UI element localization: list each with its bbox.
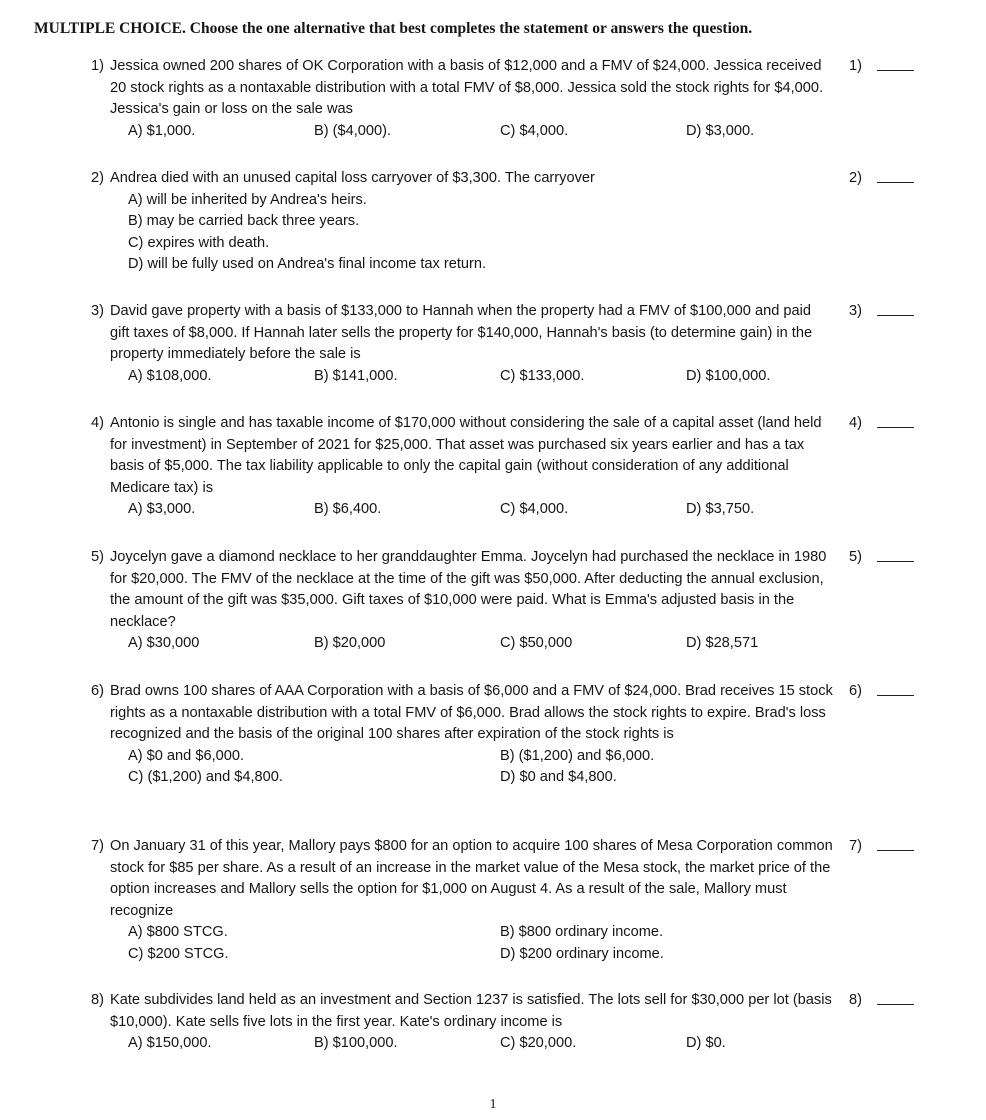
option-b: B) $20,000 — [314, 635, 386, 651]
answer-blank[interactable] — [877, 836, 914, 851]
question-number: 8) — [91, 992, 104, 1008]
option-a: A) $3,000. — [128, 501, 196, 517]
answer-blank[interactable] — [877, 413, 914, 428]
option-b: B) may be carried back three years. — [128, 213, 360, 229]
option-a: A) $150,000. — [128, 1035, 212, 1051]
option-a: A) $30,000 — [128, 635, 200, 651]
option-c: C) ($1,200) and $4,800. — [128, 769, 283, 785]
option-d: D) $0. — [686, 1035, 726, 1051]
answer-number: 3) — [849, 303, 862, 319]
answer-blank[interactable] — [877, 990, 914, 1005]
question-3 — [91, 301, 951, 387]
question-text: David gave property with a basis of $133,000 to Hannah when the property had a FMV of $100,000 and paid gift taxes of $8,000. If Hannah later sells the property for $140,000, Hannah's basis (to determine gain) in the property immediately before the sale is — [110, 303, 813, 362]
option-c: C) $4,000. — [500, 501, 569, 517]
question-number: 5) — [91, 549, 104, 565]
option-c: C) $200 STCG. — [128, 945, 229, 962]
answer-blank[interactable] — [877, 547, 914, 562]
question-8 — [91, 990, 951, 1055]
option-d: D) $200 ordinary income. — [500, 945, 664, 962]
question-number: 3) — [91, 303, 104, 319]
option-d: D) $3,750. — [686, 501, 755, 517]
option-a: A) $800 STCG. — [128, 924, 228, 940]
option-c: C) $133,000. — [500, 367, 585, 384]
question-1 — [91, 56, 951, 142]
option-c: C) expires with death. — [128, 234, 270, 251]
option-a: A) will be inherited by Andrea's heirs. — [128, 191, 367, 208]
question-7 — [91, 836, 951, 965]
option-b: B) $100,000. — [314, 1035, 398, 1051]
option-d: D) $3,000. — [686, 122, 755, 139]
option-b: B) ($4,000). — [314, 122, 392, 139]
answer-blank[interactable] — [877, 168, 914, 183]
page-number: 1 — [489, 1097, 497, 1112]
answer-number: 8) — [849, 992, 862, 1008]
answer-slot — [849, 681, 955, 703]
option-b: B) ($1,200) and $6,000. — [500, 747, 655, 764]
answer-blank[interactable] — [877, 56, 914, 71]
option-d: D) $100,000. — [686, 367, 771, 384]
question-text: Brad owns 100 shares of AAA Corporation with a basis of $6,000 and a FMV of $24,000. Brad receives 15 stock rights as a nontaxable distribution with a total FMV of $6,000. Brad allows the stock rights to expire. Brad's loss recognized and the basis of the original 100 shares after expiration of the stock rights is — [110, 683, 833, 742]
question-6 — [91, 681, 951, 789]
option-d: D) will be fully used on Andrea's final income tax return. — [128, 256, 487, 272]
answer-blank[interactable] — [877, 301, 914, 316]
option-d: D) $0 and $4,800. — [500, 769, 617, 785]
answer-slot — [849, 413, 955, 435]
answer-number: 7) — [849, 838, 862, 854]
option-a: A) $0 and $6,000. — [128, 747, 245, 764]
question-number: 6) — [91, 683, 104, 699]
answer-blank[interactable] — [877, 681, 914, 696]
question-4 — [91, 413, 951, 521]
answer-slot — [849, 168, 955, 190]
answer-slot — [849, 56, 955, 78]
option-c: C) $4,000. — [500, 122, 569, 139]
option-c: C) $50,000 — [500, 635, 573, 651]
section-header: MULTIPLE CHOICE. Choose the one alternative that best completes the statement or answers the question. — [34, 20, 753, 37]
question-text: Jessica owned 200 shares of OK Corporation with a basis of $12,000 and a FMV of $24,000. Jessica received 20 stock rights as a nontaxable distribution with a total FMV of $8,000. Jessica sold the stock rights for $4,000. Jessica's gain or loss on the sale was — [110, 58, 824, 117]
option-b: B) $6,400. — [314, 501, 382, 517]
answer-slot — [849, 301, 955, 323]
option-b: B) $141,000. — [314, 367, 398, 384]
question-number: 1) — [91, 58, 104, 74]
answer-number: 2) — [849, 170, 862, 186]
answer-slot — [849, 547, 955, 569]
answer-number: 6) — [849, 683, 862, 699]
answer-slot — [849, 836, 955, 858]
option-a: A) $108,000. — [128, 367, 212, 384]
option-a: A) $1,000. — [128, 122, 196, 139]
question-text: Joycelyn gave a diamond necklace to her granddaughter Emma. Joycelyn had purchased the necklace in 1980 for $20,000. The FMV of the necklace at the time of the gift was $50,000. After deducting the annual exclusion, the amount of the gift was $35,000. Gift taxes of $10,000 were paid. What is Emma's adjusted basis in the necklace? — [110, 549, 827, 630]
question-number: 7) — [91, 838, 104, 854]
question-text: Antonio is single and has taxable income of $170,000 without considering the sale of a capital asset (land held for investment) in September of 2021 for $25,000. That asset was purchased six years earlier and has a tax basis of $5,000. The tax liability applicable to only the capital gain (without consideration of any additional Medicare tax) is — [110, 415, 822, 496]
question-text: Kate subdivides land held as an investment and Section 1237 is satisfied. The lots sell for $30,000 per lot (basis $10,000). Kate sells five lots in the first year. Kate's ordinary income is — [110, 992, 832, 1030]
option-b: B) $800 ordinary income. — [500, 924, 664, 940]
option-c: C) $20,000. — [500, 1035, 577, 1051]
question-text: Andrea died with an unused capital loss carryover of $3,300. The carryover — [110, 170, 595, 186]
answer-number: 1) — [849, 58, 862, 74]
answer-number: 5) — [849, 549, 862, 565]
question-2 — [91, 168, 951, 276]
question-number: 2) — [91, 170, 104, 186]
question-number: 4) — [91, 415, 104, 431]
question-text: On January 31 of this year, Mallory pays $800 for an option to acquire 100 shares of Mesa Corporation common stock for $85 per share. As a result of an increase in the market value of the Mesa stock, the market price of the option increases and Mallory sells the option for $1,000 on August 4. As a result of the sale, Mallory must recognize — [110, 838, 833, 919]
answer-number: 4) — [849, 415, 862, 431]
option-d: D) $28,571 — [686, 635, 759, 651]
question-5 — [91, 547, 951, 655]
answer-slot — [849, 990, 955, 1012]
